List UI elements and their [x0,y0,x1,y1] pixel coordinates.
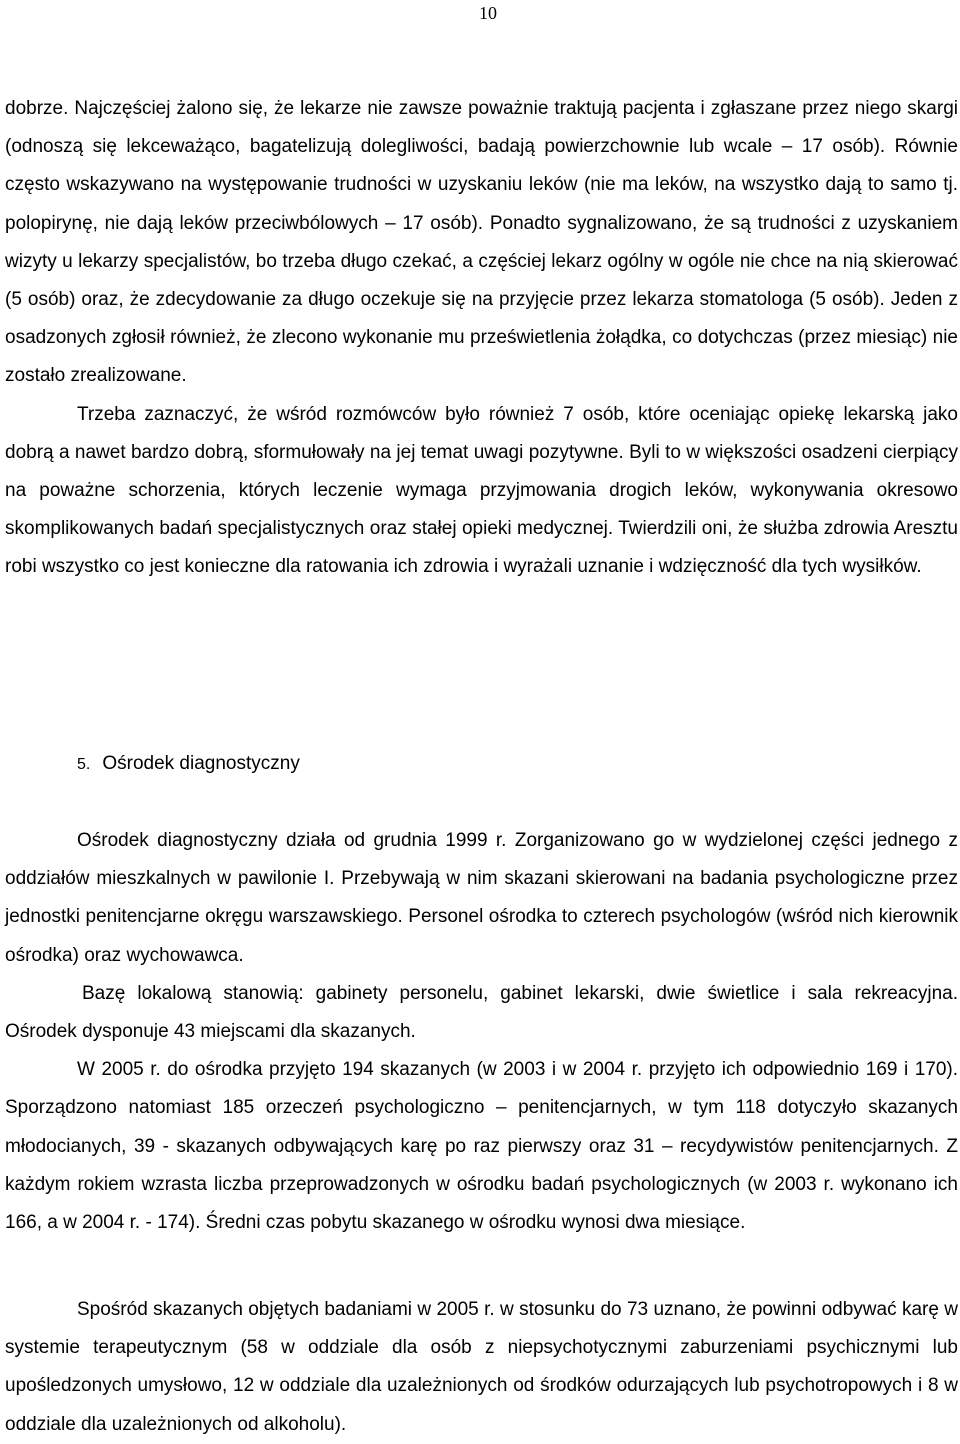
paragraph-statistics: W 2005 r. do ośrodka przyjęto 194 skazanych (w 2003 i w 2004 r. przyjęto ich odpowiednio 169 i 170). Sporządzono natomiast 185 orzeczeń psychologiczno – penitencjarnych, w tym 118 dotyczyło skazanych młodocianych, 39 - skazanych odbywających karę po raz pierwszy oraz 31 – recydywistów penitencjarnych. Z każdym rokiem wzrasta liczba przeprowadzonych w ośrodku badań psychologicznych (w 2003 r. wykonano ich 166, a w 2004 r. - 174). Średni czas pobytu skazanego w ośrodku wynosi dwa miesiące. [5,1059,958,1234]
paragraph-therapy-system: Spośród skazanych objętych badaniami w 2005 r. w stosunku do 73 uznano, że powinni odbywać karę w systemie terapeutycznym (58 w oddziale dla osób z niepsychotycznymi zaburzeniami psychicznymi lub upośledzonych umysłowo, 12 w oddziale dla uzależnionych od środków odurzających lub psychotropowych i 8 w oddziale dla uzależnionych od alkoholu). [5,1299,958,1435]
paragraph-positive-opinions: Trzeba zaznaczyć, że wśród rozmówców było również 7 osób, które oceniając opiekę lekarską jako dobrą a nawet bardzo dobrą, sformułowały na jej temat uwagi pozytywne. Byli to w większości osadzeni cierpiący na poważne schorzenia, których leczenie wymaga przyjmowania drogich leków, wykonywania okresowo skomplikowanych badań specjalistycznych oraz stałej opieki medycznej. Twierdzili oni, że służba zdrowia Aresztu robi wszystko co jest konieczne dla ratowania ich zdrowia i wyrażali uznanie i wdzięczność dla tych wysiłków. [5,403,958,578]
paragraph-facilities: Bazę lokalową stanowią: gabinety personelu, gabinet lekarski, dwie świetlice i sala rekreacyjna. Ośrodek dysponuje 43 miejscami dla skazanych. [5,982,958,1043]
page-number: 10 [479,3,497,23]
document-body [5,90,958,587]
section-body [5,822,958,1242]
paragraph-center-overview: Ośrodek diagnostyczny działa od grudnia 1999 r. Zorganizowano go w wydzielonej części jednego z oddziałów mieszkalnych w pawilonie I. Przebywają w nim skazani skierowani na badania psychologiczne przez jednostki penitencjarne okręgu warszawskiego. Personel ośrodka to czterech psychologów (wśród nich kierownik ośrodka) oraz wychowawca. [5,830,958,966]
section-title: Ośrodek diagnostyczny [102,753,300,774]
section-body-end [5,1291,958,1444]
section-heading [77,752,300,777]
paragraph-complaints: dobrze. Najczęściej żalono się, że lekarze nie zawsze poważnie traktują pacjenta i zgłaszane przez niego skargi (odnoszą się lekceważąco, bagatelizują dolegliwości, badają powierzchownie lub wcale – 17 osób). Równie często wskazywano na występowanie trudności w uzyskaniu leków (nie ma leków, na wszystko dają to samo tj. polopirynę, nie dają leków przeciwbólowych – 17 osób). Ponadto sygnalizowano, że są trudności z uzyskaniem wizyty u lekarzy specjalistów, bo trzeba długo czekać, a częściej lekarz ogólny w ogóle nie chce na nią skierować (5 osób) oraz, że zdecydowanie za długo oczekuje się na przyjęcie przez lekarza stomatologa (5 osób). Jeden z osadzonych zgłosił również, że zlecono wykonanie mu prześwietlenia żołądka, co dotychczas (przez miesiąc) nie zostało zrealizowane. [5,98,958,387]
section-number: 5. [77,756,91,773]
